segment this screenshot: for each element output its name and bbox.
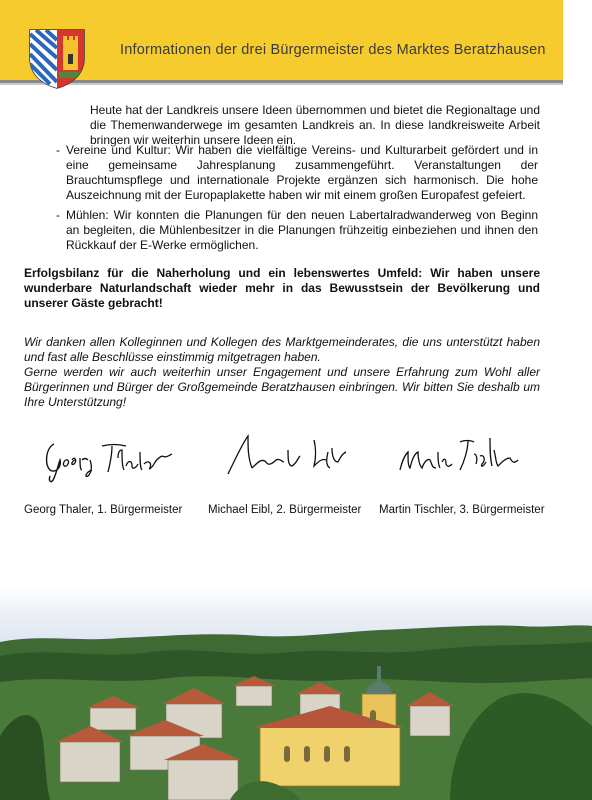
signature-name-1: Georg Thaler, 1. Bürgermeister bbox=[24, 504, 183, 516]
list-dash: - bbox=[56, 208, 60, 222]
signature-michael-eibl bbox=[222, 428, 352, 483]
thanks-paragraph bbox=[24, 335, 540, 410]
signature-martin-tischler bbox=[394, 428, 524, 483]
town-photo bbox=[0, 586, 592, 800]
summary-bold-paragraph: Erfolgsbilanz für die Naherholung und ein lebenswertes Umfeld: Wir haben unsere wunderbare Naturlandschaft wieder mehr in das Bewusstsein der Bevölkerung und unserer Gäste gebracht! bbox=[24, 266, 540, 310]
list-item-text: Vereine und Kultur: Wir haben die vielfältige Vereins- und Kulturarbeit gefördert und in eine gemeinsame Jahresplanung zusammengeführt. Veranstaltungen der Brauchtumspflege und internationale Projekte ergänzen sich harmonisch. Die hohe Auszeichnung mit der Europaplakette haben wir mit einem großen Europafest gefeiert. bbox=[66, 143, 538, 202]
coat-of-arms-icon bbox=[28, 28, 86, 90]
page-title: Informationen der drei Bürgermeister des Marktes Beratzhausen bbox=[120, 42, 546, 58]
intro-paragraph: Heute hat der Landkreis unsere Ideen übernommen und bietet die Regionaltage und die Themenwanderwege im gesamten Landkreis an. In diese landkreisweite Arbeit bringen wir weiterhin unsere Ideen ein. bbox=[90, 103, 540, 147]
thanks-text-2: Gerne werden wir auch weiterhin unser Engagement und unsere Erfahrung zum Wohl aller Bürgerinnen und Bürger der Großgemeinde Beratzhausen einbringen. Wir bitten Sie deshalb um Ihre Unterstützung! bbox=[24, 365, 540, 409]
signature-georg-thaler bbox=[40, 430, 180, 490]
signature-name-3: Martin Tischler, 3. Bürgermeister bbox=[379, 504, 545, 516]
signature-name-2: Michael Eibl, 2. Bürgermeister bbox=[208, 504, 362, 516]
list-dash: - bbox=[56, 143, 60, 157]
thanks-text-1: Wir danken allen Kolleginnen und Kollegen des Marktgemeinderates, die uns unterstützt haben und fast alle Beschlüsse einstimmig mitgetragen haben. bbox=[24, 335, 540, 364]
list-item-text: Mühlen: Wir konnten die Planungen für den neuen Labertalradwanderweg von Beginn an begleiten, die Mühlenbesitzer in die Planungen frühzeitig einbeziehen und ihnen den Rückkauf der E-Werke ermöglichen. bbox=[66, 208, 538, 252]
